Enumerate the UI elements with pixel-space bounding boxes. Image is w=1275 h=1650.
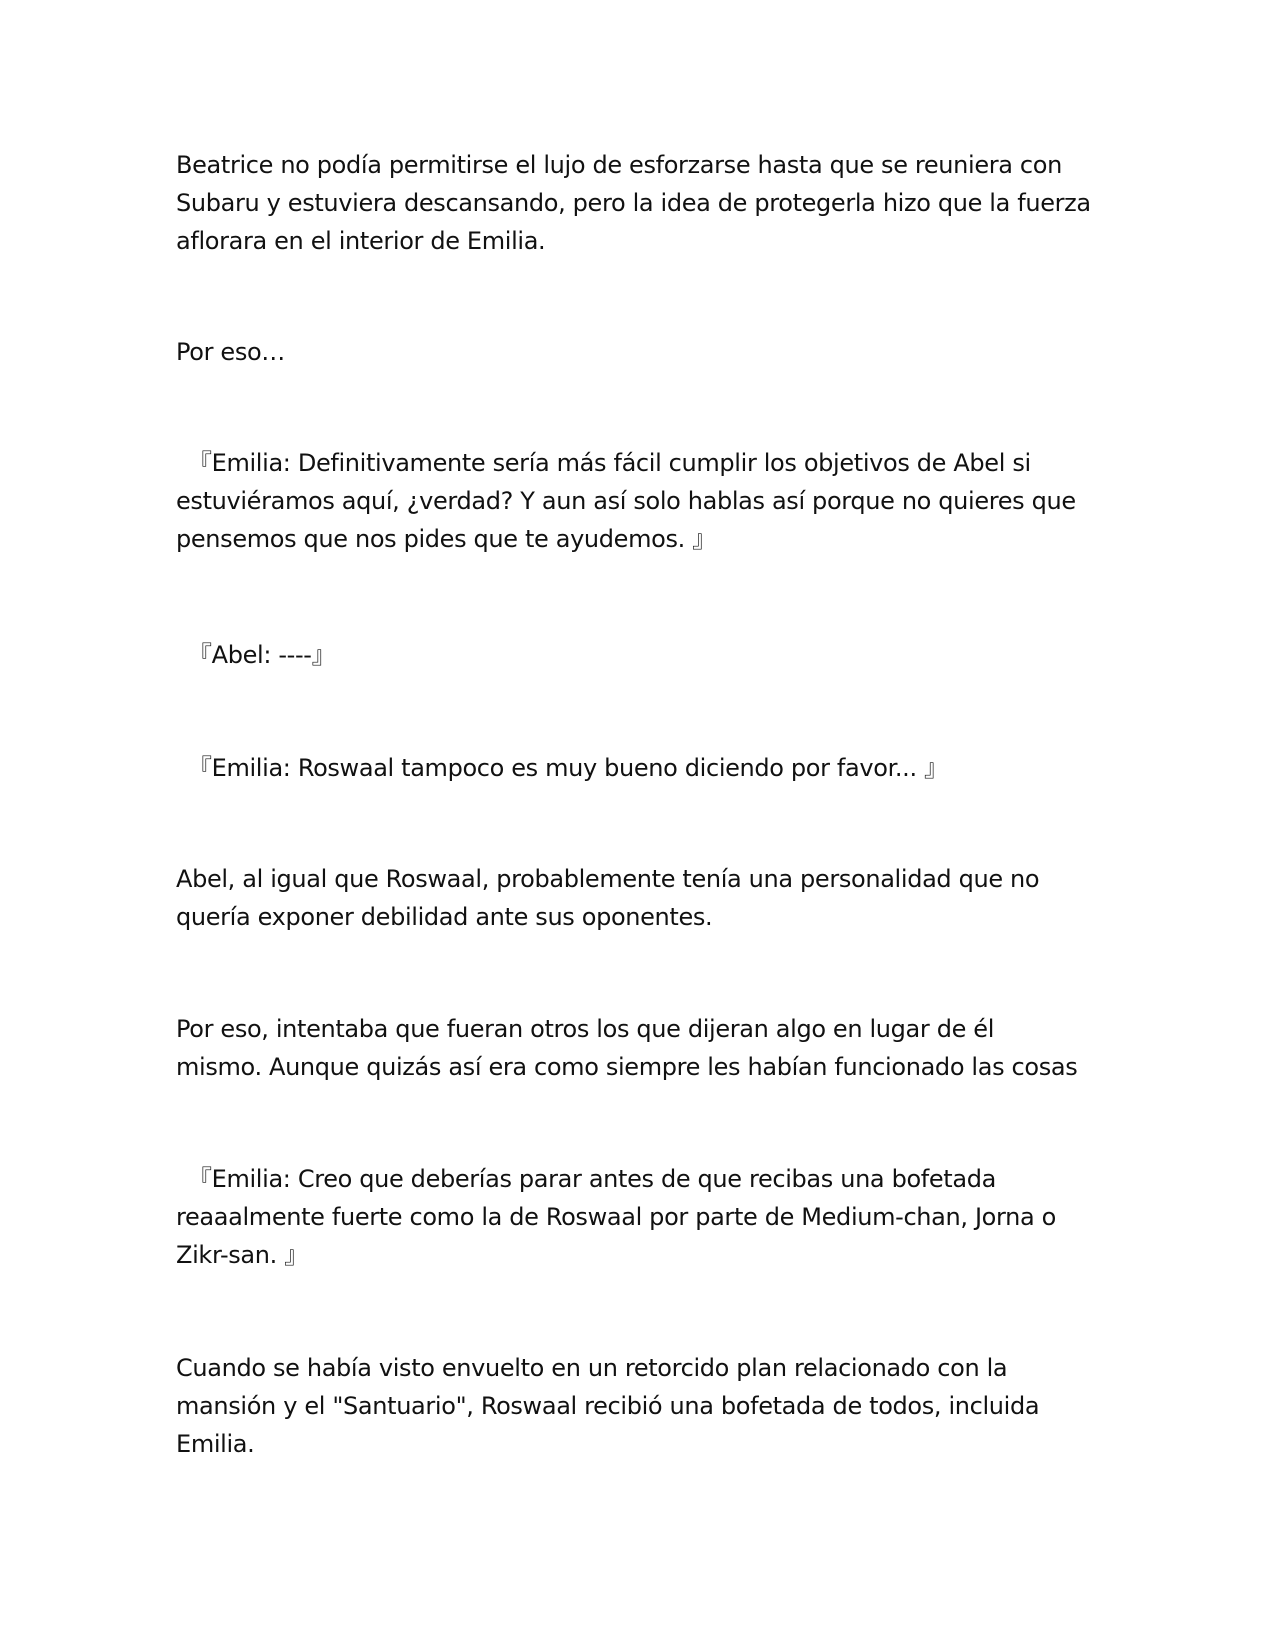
paragraph-narration	[176, 1010, 1116, 1086]
text-line: Cuando se había visto envuelto en un retorcido plan relacionado con la	[176, 1354, 1008, 1382]
paragraph-narration	[176, 1349, 1116, 1463]
paragraph-dialogue	[176, 636, 1116, 674]
paragraph-dialogue	[176, 1160, 1116, 1274]
text-line: 『Emilia: Creo que deberías parar antes de que recibas una bofetada	[188, 1165, 996, 1193]
paragraph-dialogue	[176, 749, 1116, 787]
text-line: mismo. Aunque quizás así era como siempre les habían funcionado las cosas	[176, 1053, 1078, 1081]
text-line: Beatrice no podía permitirse el lujo de esforzarse hasta que se reuniera con	[176, 151, 1062, 179]
paragraph-narration	[176, 860, 1116, 936]
text-line: Subaru y estuviera descansando, pero la idea de protegerla hizo que la fuerza	[176, 189, 1091, 217]
text-line: 『Emilia: Roswaal tampoco es muy bueno diciendo por favor... 』	[188, 754, 948, 782]
text-line: aflorara en el interior de Emilia.	[176, 227, 546, 255]
text-line: Emilia.	[176, 1430, 255, 1458]
text-line: 『Emilia: Definitivamente sería más fácil cumplir los objetivos de Abel si	[188, 449, 1031, 477]
text-line: estuviéramos aquí, ¿verdad? Y aun así solo hablas así porque no quieres que	[176, 487, 1076, 515]
text-line: Por eso, intentaba que fueran otros los que dijeran algo en lugar de él	[176, 1015, 995, 1043]
text-line: Abel, al igual que Roswaal, probablemente tenía una personalidad que no	[176, 865, 1040, 893]
text-line: quería exponer debilidad ante sus oponentes.	[176, 903, 713, 931]
paragraph-narration	[176, 333, 1116, 371]
text-line: pensemos que nos pides que te ayudemos. 』	[176, 525, 716, 553]
text-line: Por eso…	[176, 338, 285, 366]
text-line: 『Abel: ----』	[188, 641, 336, 669]
paragraph-dialogue	[176, 444, 1116, 558]
text-line: reaaalmente fuerte como la de Roswaal por parte de Medium-chan, Jorna o	[176, 1203, 1056, 1231]
text-line: mansión y el "Santuario", Roswaal recibió una bofetada de todos, incluida	[176, 1392, 1040, 1420]
paragraph-narration	[176, 146, 1116, 260]
text-line: Zikr-san. 』	[176, 1241, 308, 1269]
